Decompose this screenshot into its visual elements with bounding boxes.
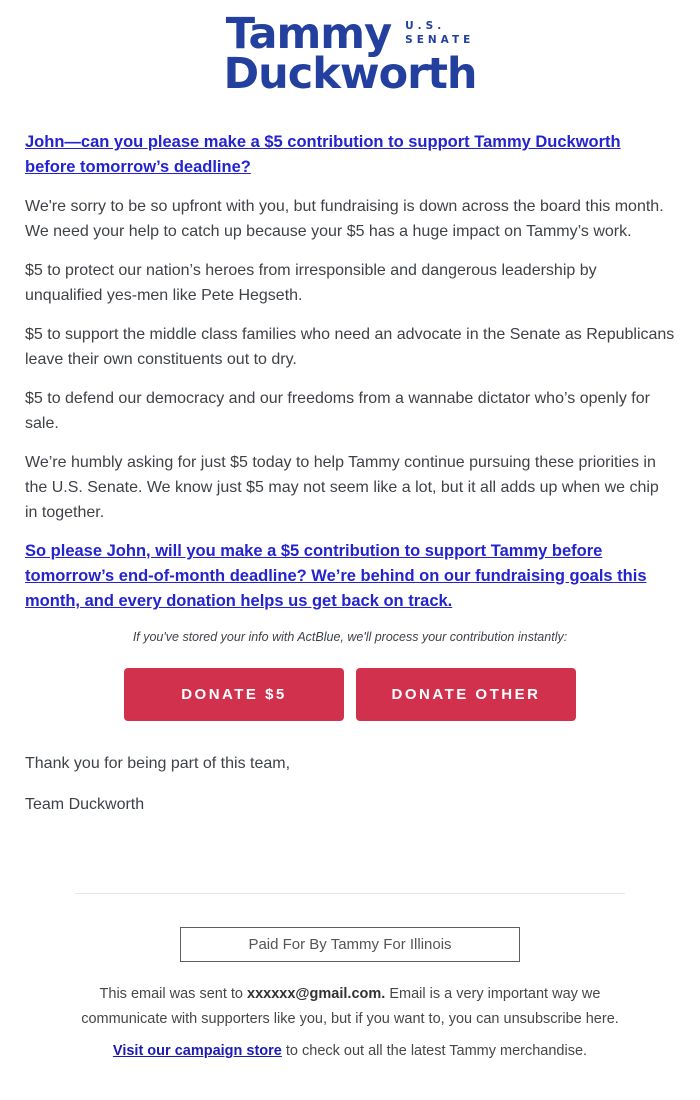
signoff-text: Thank you for being part of this team,	[25, 755, 291, 772]
paragraph-defend-democracy: $5 to defend our democracy and our freedoms from a wannabe dictator who’s openly for sale.	[25, 390, 650, 432]
second-ask-paragraph	[25, 539, 675, 614]
signature-text: Team Duckworth	[25, 796, 145, 813]
campaign-store-line	[70, 1039, 630, 1064]
campaign-store-link[interactable]: Visit our campaign store	[112, 1043, 282, 1059]
logo-text-tammy: Tammy	[225, 9, 392, 59]
sent-to-suffix: Email is a very important way we communicate with supporters like you, but if you want to, you can unsubscribe here.	[81, 986, 619, 1027]
logo-text-duckworth: Duckworth	[223, 49, 477, 99]
second-donate-link[interactable]: So please John, will you make a $5 contribution to support Tammy before tomorrow’s end-of-month deadline? We’re behind on our fundraising goals this month, and every donation helps us get back on track.	[25, 542, 647, 610]
paid-for-disclaimer-box: Paid For By Tammy For Illinois	[180, 927, 520, 962]
paragraph-protect-heroes: $5 to protect our nation’s heroes from irresponsible and dangerous leadership by unqualified yes-men like Pete Hegseth.	[25, 262, 597, 304]
headline-donate-link[interactable]: John—can you please make a $5 contribution to support Tammy Duckworth before tomorrow’s deadline?	[25, 133, 621, 176]
recipient-email: xxxxxx@gmail.com.	[247, 986, 386, 1002]
campaign-store-suffix: to check out all the latest Tammy merchandise.	[281, 1043, 588, 1059]
footer-divider	[75, 893, 625, 894]
email-footer	[0, 893, 700, 1064]
email-content	[0, 130, 700, 817]
actblue-note: If you've stored your info with ActBlue, we'll process your contribution instantly:	[132, 630, 568, 644]
sent-to-prefix: This email was sent to	[99, 986, 248, 1002]
donate-5-button[interactable]: DONATE $5	[124, 668, 344, 721]
donate-button-row	[25, 668, 675, 721]
donate-other-button[interactable]: DONATE OTHER	[356, 668, 576, 721]
campaign-logo	[0, 9, 700, 99]
paragraph-middle-class: $5 to support the middle class families who need an advocate in the Senate as Republicans leave their own constituents out to dry.	[25, 326, 675, 368]
logo-us-senate-tag: U.S. SENATE	[405, 20, 475, 46]
headline-paragraph	[25, 130, 675, 180]
paragraph-fundraising-down: We're sorry to be so upfront with you, but fundraising is down across the board this month. We need your help to catch up because your $5 has a huge impact on Tammy’s work.	[25, 198, 664, 240]
paragraph-humbly-asking: We’re humbly asking for just $5 today to help Tammy continue pursuing these priorities in the U.S. Senate. We know just $5 may not seem like a lot, but it all adds up when we chip in together.	[25, 454, 659, 521]
sent-to-notice	[70, 982, 630, 1032]
